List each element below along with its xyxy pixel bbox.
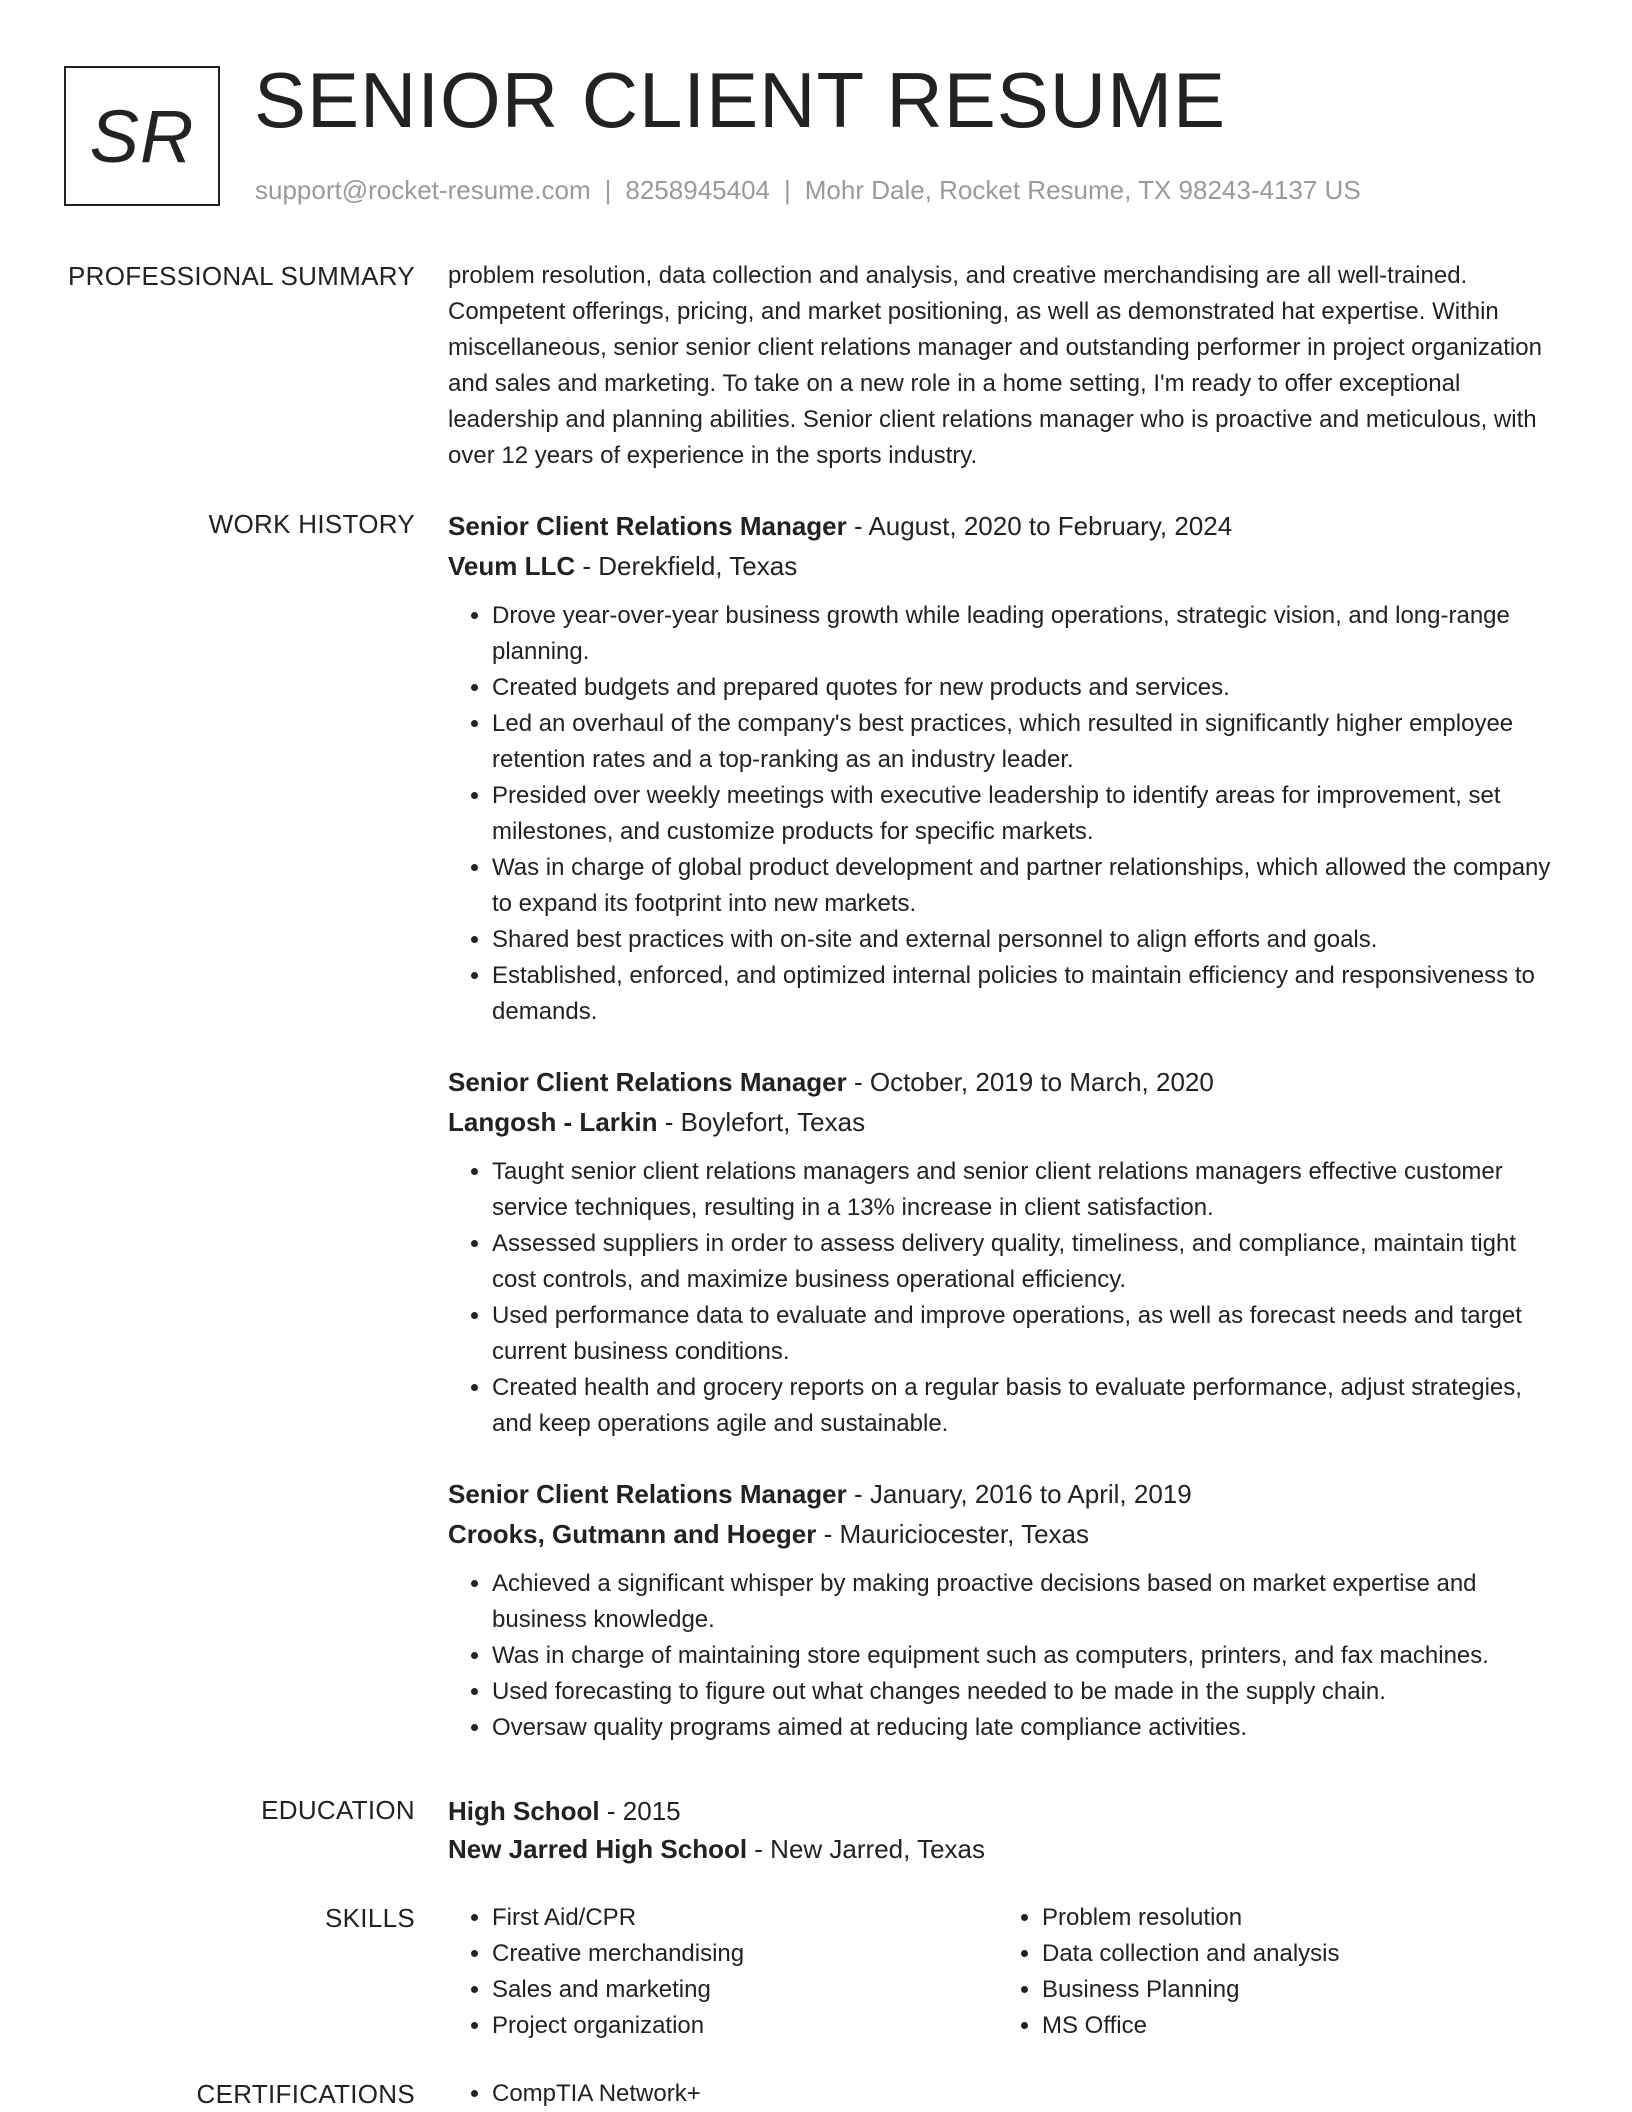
- list-item: • Established, enforced, and optimized internal policies to maintain efficiency and responsiveness to demands.: [492, 958, 1558, 1030]
- contact-separator: |: [784, 175, 791, 205]
- degree-line: [448, 1792, 1558, 1830]
- section-heading: EDUCATION: [261, 1795, 415, 1825]
- job-title: Senior Client Relations Manager: [448, 1479, 847, 1509]
- job-dates: - October, 2019 to March, 2020: [846, 1067, 1214, 1097]
- job-title-line: [448, 506, 1558, 546]
- skills-grid: [448, 1900, 1558, 2044]
- section-heading: WORK HISTORY: [208, 509, 415, 539]
- list-item: • Used forecasting to figure out what changes needed to be made in the supply chain.: [492, 1674, 1558, 1710]
- list-item: • Was in charge of global product development and partner relationships, which allowed the company to expand its footprint into new markets.: [492, 850, 1558, 922]
- list-item: • Created budgets and prepared quotes for new products and services.: [492, 670, 1558, 706]
- job-bullets: [448, 1566, 1558, 1746]
- page-title: SENIOR CLIENT RESUME: [254, 56, 1227, 144]
- skill-item: • Problem resolution: [1042, 1900, 1548, 1936]
- job-title-line: [448, 1062, 1558, 1102]
- summary-text: problem resolution, data collection and analysis, and creative merchandising are all well-trained. Competent offerings, pricing, and market positioning, as well as demonstrated hat expertise. Within miscellaneous, senior senior client relations manager and outstanding performer in project organization and sales and marketing. To take on a new role in a home setting, I'm ready to offer exceptional leadership and planning abilities. Senior client relations manager who is proactive and meticulous, with over 12 years of experience in the sports industry.: [448, 262, 1542, 469]
- list-item: • Shared best practices with on-site and external personnel to align efforts and goals.: [492, 922, 1558, 958]
- school-name: New Jarred High School: [448, 1834, 748, 1864]
- degree-year: - 2015: [599, 1796, 681, 1826]
- job-dates: - January, 2016 to April, 2019: [846, 1479, 1192, 1509]
- phone-text: 8258945404: [625, 175, 770, 205]
- job-dates: - August, 2020 to February, 2024: [846, 511, 1233, 541]
- education-body: [448, 1792, 1558, 1868]
- work-history-body: [448, 506, 1558, 1778]
- list-item: • Achieved a significant whisper by making proactive decisions based on market expertise and business knowledge.: [492, 1566, 1558, 1638]
- email-text: support@rocket-resume.com: [255, 175, 591, 205]
- job-entry: [448, 1474, 1558, 1746]
- skills-column-right: [998, 1900, 1548, 2044]
- skill-item: • MS Office: [1042, 2008, 1548, 2044]
- skill-item: • Data collection and analysis: [1042, 1936, 1548, 1972]
- list-item: • Oversaw quality programs aimed at reducing late compliance activities.: [492, 1710, 1558, 1746]
- contact-line: [255, 175, 1361, 206]
- job-location: - Mauriciocester, Texas: [816, 1519, 1090, 1549]
- list-item: • Was in charge of maintaining store equipment such as computers, printers, and fax machines.: [492, 1638, 1558, 1674]
- section-heading: SKILLS: [325, 1903, 415, 1933]
- list-item: • Created health and grocery reports on a regular basis to evaluate performance, adjust strategies, and keep operations agile and sustainable.: [492, 1370, 1558, 1442]
- job-location: - Derekfield, Texas: [575, 551, 798, 581]
- job-entry: [448, 506, 1558, 1030]
- certification-item: • CompTIA Network+: [492, 2076, 1558, 2112]
- list-item: • Led an overhaul of the company's best practices, which resulted in significantly higher employee retention rates and a top-ranking as an industry leader.: [492, 706, 1558, 778]
- job-company-line: [448, 546, 1558, 586]
- job-company-line: [448, 1102, 1558, 1142]
- job-company: Langosh - Larkin: [448, 1107, 658, 1137]
- job-bullets: [448, 598, 1558, 1030]
- job-title: Senior Client Relations Manager: [448, 511, 847, 541]
- job-company: Veum LLC: [448, 551, 576, 581]
- school-location: - New Jarred, Texas: [747, 1834, 986, 1864]
- job-bullets: [448, 1154, 1558, 1442]
- contact-separator: |: [604, 175, 612, 205]
- skills-column-left: [448, 1900, 998, 2044]
- list-item: • Assessed suppliers in order to assess delivery quality, timeliness, and compliance, maintain tight cost controls, and maximize business operational efficiency.: [492, 1226, 1558, 1298]
- list-item: • Taught senior client relations managers and senior client relations managers effective customer service techniques, resulting in a 13% increase in client satisfaction.: [492, 1154, 1558, 1226]
- job-company-line: [448, 1514, 1558, 1554]
- certifications-body: [448, 2076, 1558, 2112]
- skill-item: • Business Planning: [1042, 1972, 1548, 2008]
- job-title-line: [448, 1474, 1558, 1514]
- job-entry: [448, 1062, 1558, 1442]
- section-heading: CERTIFICATIONS: [196, 2079, 415, 2109]
- skill-item: • Project organization: [492, 2008, 998, 2044]
- section-heading: PROFESSIONAL SUMMARY: [68, 261, 415, 291]
- list-item: • Used performance data to evaluate and improve operations, as well as forecast needs and target current business conditions.: [492, 1298, 1558, 1370]
- skill-item: • Creative merchandising: [492, 1936, 998, 1972]
- skill-item: • First Aid/CPR: [492, 1900, 998, 1936]
- list-item: • Presided over weekly meetings with executive leadership to identify areas for improvement, set milestones, and customize products for specific markets.: [492, 778, 1558, 850]
- job-company: Crooks, Gutmann and Hoeger: [448, 1519, 817, 1549]
- list-item: • Drove year-over-year business growth while leading operations, strategic vision, and long-range planning.: [492, 598, 1558, 670]
- job-location: - Boylefort, Texas: [657, 1107, 866, 1137]
- address-text: Mohr Dale, Rocket Resume, TX 98243-4137 US: [804, 175, 1361, 205]
- school-line: [448, 1830, 1558, 1868]
- job-title: Senior Client Relations Manager: [448, 1067, 847, 1097]
- skill-item: • Sales and marketing: [492, 1972, 998, 2008]
- monogram-logo: SR: [64, 66, 220, 206]
- degree: High School: [448, 1796, 600, 1826]
